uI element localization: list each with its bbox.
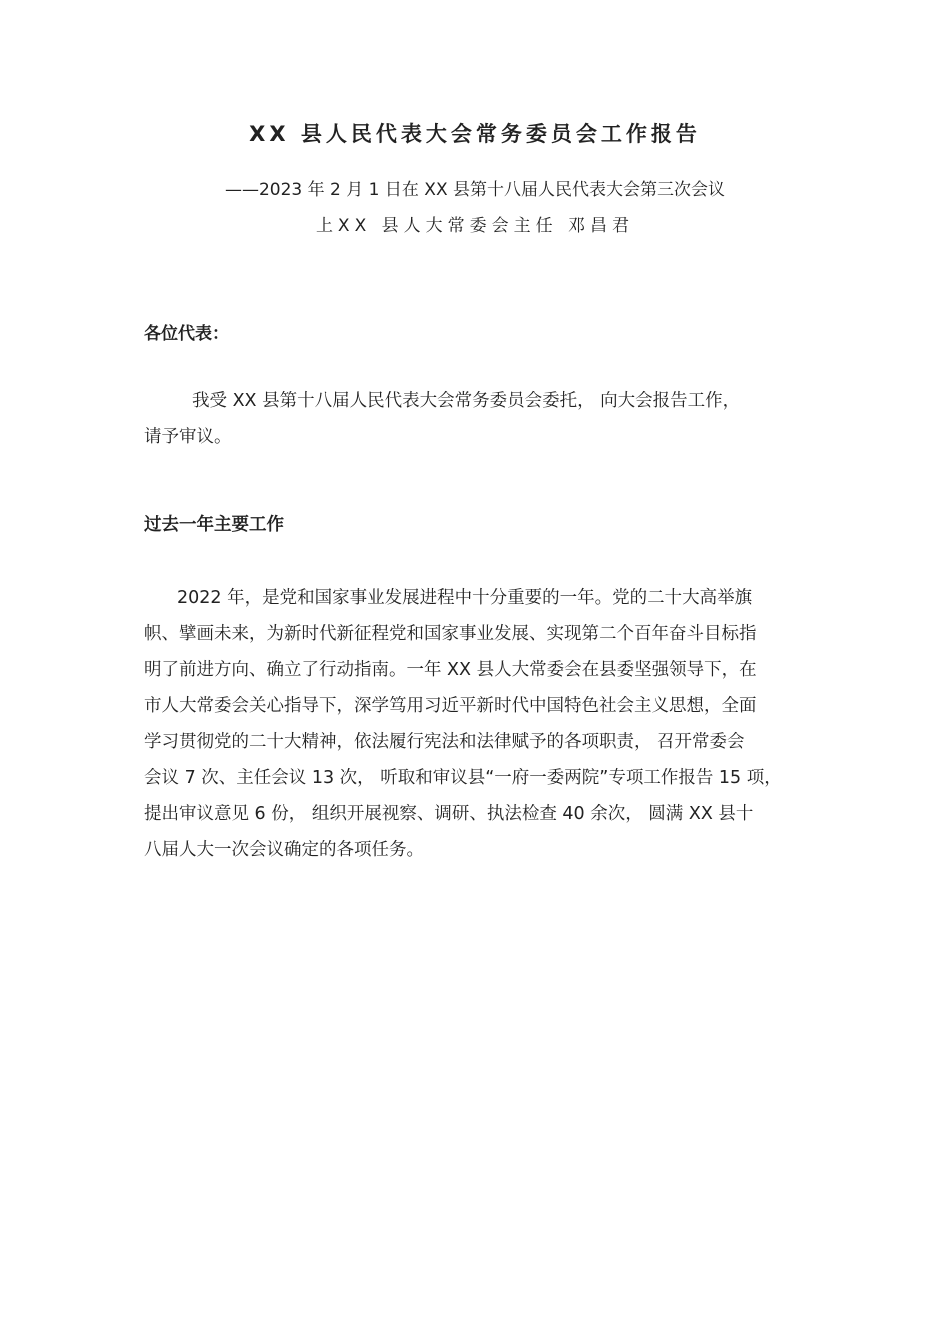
body-line: 帜、擘画未来，为新时代新征程党和国家事业发展、实现第二个百年奋斗目标指: [144, 624, 757, 644]
intro-line: 我受 XX 县第十八届人民代表大会常务委员会委托， 向大会报告工作，: [192, 391, 741, 411]
body-line: 明了前进方向、确立了行动指南。一年 XX 县人大常委会在县委坚强领导下，在: [144, 660, 757, 680]
body-line: 学习贯彻党的二十大精神，依法履行宪法和法律赋予的各项职责， 召开常委会: [144, 732, 745, 752]
intro-paragraph: [144, 383, 834, 455]
body-line: 八届人大一次会议确定的各项任务。: [144, 840, 424, 860]
body-line: 会议 7 次、主任会议 13 次， 听取和审议县“一府一委两院”专项工作报告 15 项，: [144, 768, 782, 788]
body-line: 提出审议意见 6 份， 组织开展视察、调研、执法检查 40 余次， 圆满 XX 县十: [144, 804, 754, 824]
body-line: 市人大常委会关心指导下，深学笃用习近平新时代中国特色社会主义思想，全面: [144, 696, 757, 716]
document-subtitle: ——2023 年 2 月 1 日在 XX 县第十八届人民代表大会第三次会议: [224, 180, 725, 200]
body-line: 2022 年，是党和国家事业发展进程中十分重要的一年。党的二十大高举旗: [177, 588, 753, 608]
body-paragraph: [144, 580, 834, 868]
salutation: 各位代表：: [144, 324, 229, 344]
section-heading: 过去一年主要工作: [144, 515, 284, 535]
document-title: XX 县人民代表大会常务委员会工作报告: [249, 122, 701, 146]
reporter-line: 上XX 县人大常委会主任 邓昌君: [315, 216, 635, 236]
intro-line: 请予审议。: [144, 427, 232, 447]
